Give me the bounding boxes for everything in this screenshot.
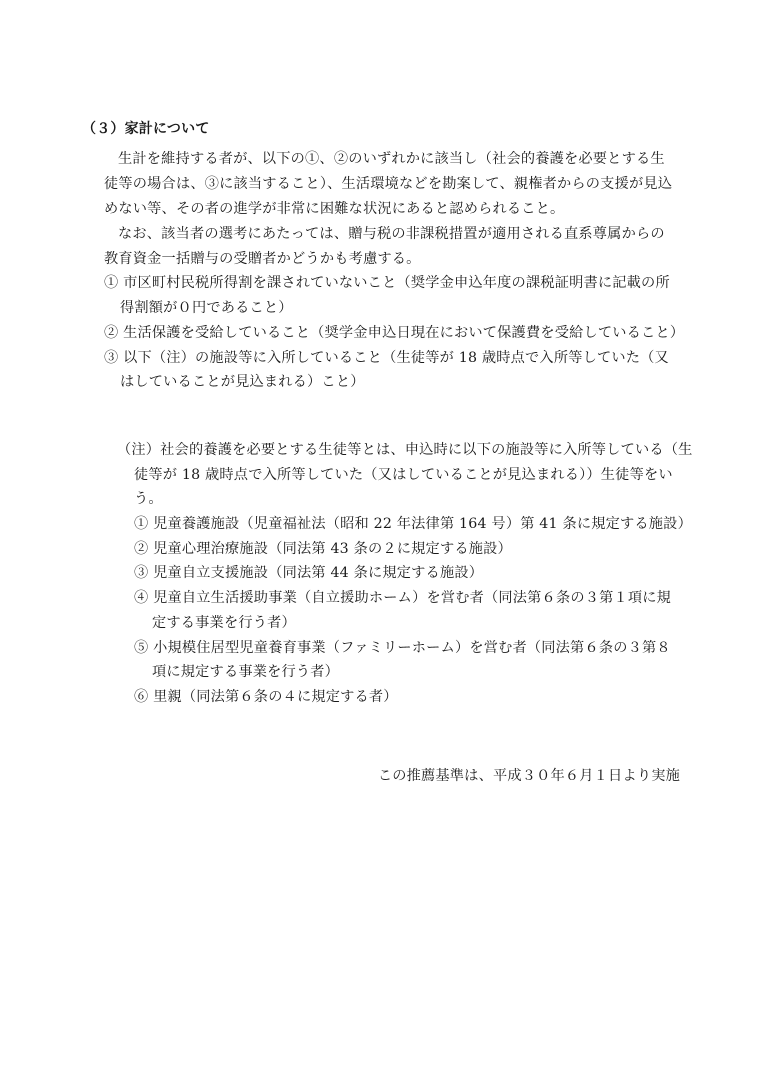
- facility-item: ① 児童養護施設（児童福祉法（昭和 22 年法律第 164 号）第 41 条に規定する施設）: [134, 516, 692, 532]
- facility-item: ③ 児童自立支援施設（同法第 44 条に規定する施設）: [134, 565, 484, 581]
- condition-item-cont: はしていることが見込まれる）こと）: [120, 374, 365, 390]
- footer-note: この推薦基準は、平成３０年６月１日より実施: [377, 768, 680, 784]
- paragraph-line: めない等、その者の進学が非常に困難な状況にあると認められること。: [104, 201, 565, 217]
- paragraph-line: 徒等の場合は、③に該当すること）、生活環境などを勘案して、親権者からの支援が見込: [104, 176, 673, 192]
- facility-item: ② 児童心理治療施設（同法第 43 条の２に規定する施設）: [134, 541, 512, 557]
- note-line: う。: [134, 491, 163, 507]
- facility-item: ⑥ 里親（同法第６条の４に規定する者）: [134, 689, 398, 705]
- note-line: （注）社会的養護を必要とする生徒等とは、申込時に以下の施設等に入所等している（生: [117, 442, 693, 458]
- condition-item-cont: 得割額が０円であること）: [120, 300, 293, 316]
- facility-item-cont: 項に規定する事業を行う者）: [152, 664, 340, 680]
- paragraph-line: なお、該当者の選考にあたっては、贈与税の非課税措置が適用される直系尊属からの: [118, 226, 665, 242]
- facility-item: ⑤ 小規模住居型児童養育事業（ファミリーホーム）を営む者（同法第６条の３第８: [134, 640, 671, 656]
- section-heading: （３）家計について: [82, 121, 210, 137]
- paragraph-line: 生計を維持する者が、以下の①、②のいずれかに該当し（社会的養護を必要とする生: [118, 151, 665, 167]
- paragraph-line: 教育資金一括贈与の受贈者かどうかも考慮する。: [104, 251, 421, 267]
- facility-item: ④ 児童自立生活援助事業（自立援助ホーム）を営む者（同法第６条の３第１項に規: [134, 590, 672, 606]
- condition-item: ① 市区町村民税所得割を課されていないこと（奨学金申込年度の課税証明書に記載の所: [104, 275, 670, 291]
- note-line: 徒等が 18 歳時点で入所等していた（又はしていることが見込まれる））生徒等をい: [134, 467, 673, 483]
- condition-item: ③ 以下（注）の施設等に入所していること（生徒等が 18 歳時点で入所等していた（又: [104, 350, 669, 366]
- facility-item-cont: 定する事業を行う者）: [152, 615, 296, 631]
- condition-item: ② 生活保護を受給していること（奨学金申込日現在において保護費を受給していること）: [104, 325, 685, 341]
